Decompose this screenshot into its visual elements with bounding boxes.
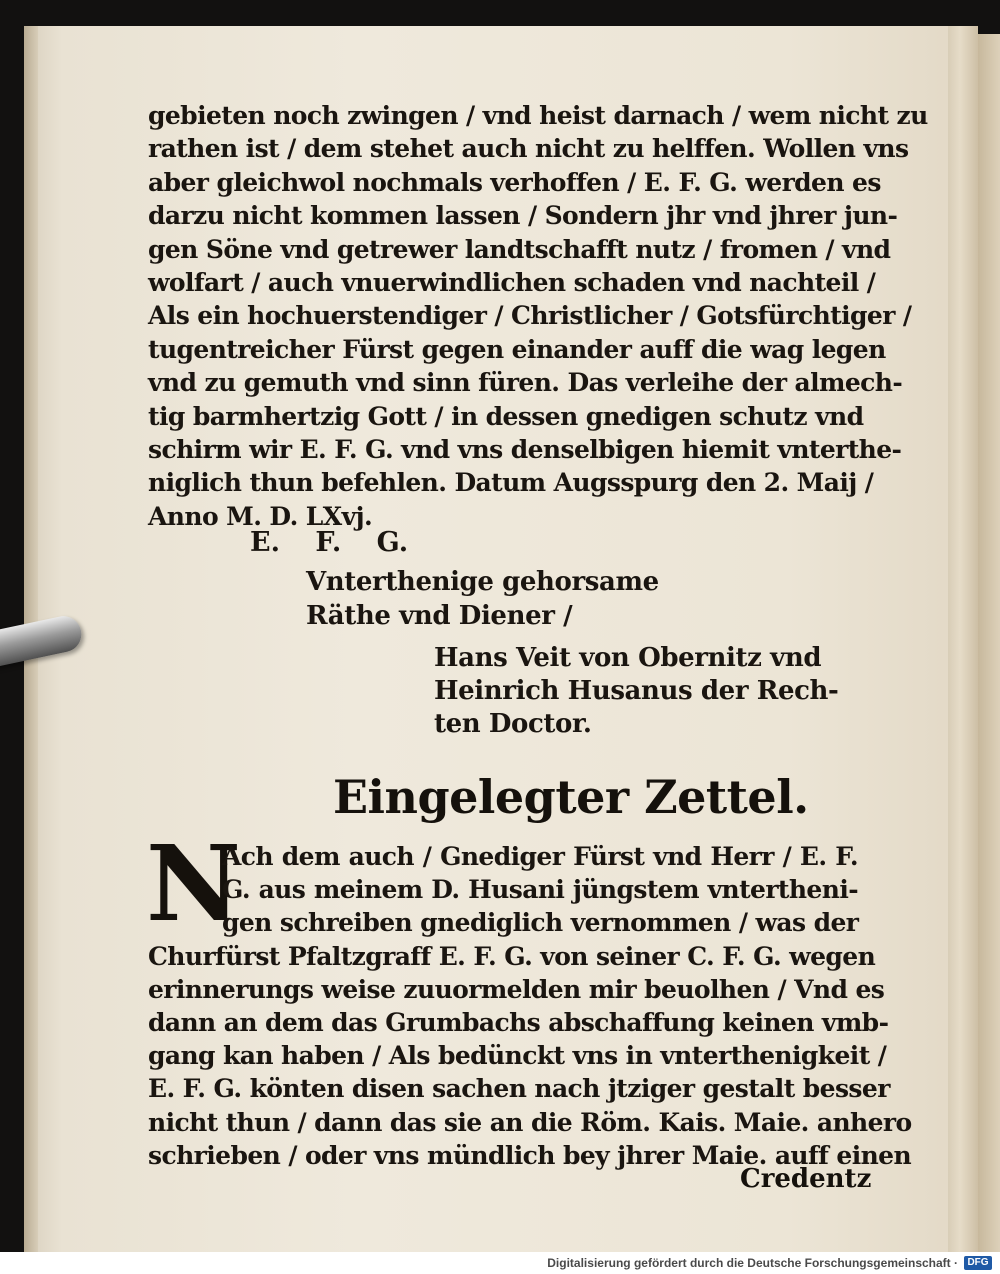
text-line: dann an dem das Grumbachs abschaffung keinen vmb-: [148, 1007, 889, 1037]
second-paragraph: [148, 840, 912, 1172]
page-fold-edge: [948, 26, 978, 1258]
next-page-edge: [978, 34, 1000, 1254]
dfg-logo: DFG: [964, 1256, 992, 1270]
text-line: Anno M. D. LXvj.: [148, 501, 373, 531]
text-line: darzu nicht kommen lassen / Sondern jhr vnd jhrer jun-: [148, 201, 898, 231]
text-line: wolfart / auch vnuerwindlichen schaden vnd nachteil /: [148, 267, 876, 297]
text-line: gen Söne vnd getrewer landtschafft nutz / fromen / vnd: [148, 234, 891, 264]
text-line: G. aus meinem D. Husani jüngstem vntertheni-: [222, 875, 858, 905]
text-line: gebieten noch zwingen / vnd heist darnach / wem nicht zu: [148, 101, 928, 130]
text-line: E. F. G. könten disen sachen nach jtziger gestalt besser: [148, 1074, 890, 1104]
signature-name: Hans Veit von Obernitz vnd: [434, 643, 822, 673]
text-line: Ach dem auch / Gnediger Fürst vnd Herr / E. F.: [222, 842, 858, 871]
body-paragraph: [148, 99, 928, 533]
signature-name: Heinrich Husanus der Rech-: [434, 676, 839, 706]
signature-line: Räthe vnd Diener /: [306, 601, 573, 631]
closing-salutation: E. F. G.: [250, 527, 409, 558]
text-line: niglich thun befehlen. Datum Augsspurg den 2. Maij /: [148, 468, 874, 498]
text-line: gen schreiben gnediglich vernommen / was der: [222, 908, 859, 938]
text-line: rathen ist / dem stehet auch nicht zu helffen. Wollen vns: [148, 134, 909, 164]
bleed-through-text: [115, 640, 161, 694]
decorated-initial: N: [146, 822, 242, 945]
section-heading: Eingelegter Zettel.: [333, 770, 809, 824]
text-line: tugentreicher Fürst gegen einander auff die wag legen: [148, 334, 886, 364]
text-line: Als ein hochuerstendiger / Christlicher / Gotsfürchtiger /: [148, 301, 912, 331]
funding-credit: Digitalisierung gefördert durch die Deutsche Forschungsgemeinschaft ·: [547, 1256, 958, 1270]
text-line: erinnerungs weise zuuormelden mir beuolhen / Vnd es: [148, 974, 885, 1004]
text-line: gang kan haben / Als bedünckt vns in vnterthenigkeit /: [148, 1041, 887, 1071]
text-line: schirm wir E. F. G. vnd vns denselbigen hiemit vnterthe-: [148, 434, 902, 464]
signature-line: Vnterthenige gehorsame: [306, 567, 659, 597]
catchword: Credentz: [740, 1164, 872, 1194]
text-line: schrieben / oder vns mündlich bey jhrer Maie. auff einen: [148, 1140, 912, 1170]
text-line: nicht thun / dann das sie an die Röm. Kais. Maie. anhero: [148, 1107, 912, 1137]
text-line: vnd zu gemuth vnd sinn füren. Das verleihe der almech-: [148, 368, 903, 398]
text-line: aber gleichwol nochmals verhoffen / E. F. G. werden es: [148, 167, 881, 197]
text-line: Churfürst Pfaltzgraff E. F. G. von seiner C. F. G. wegen: [148, 941, 876, 971]
text-line: tig barmhertzig Gott / in dessen gnedigen schutz vnd: [148, 401, 864, 431]
signature-name: ten Doctor.: [434, 709, 592, 739]
